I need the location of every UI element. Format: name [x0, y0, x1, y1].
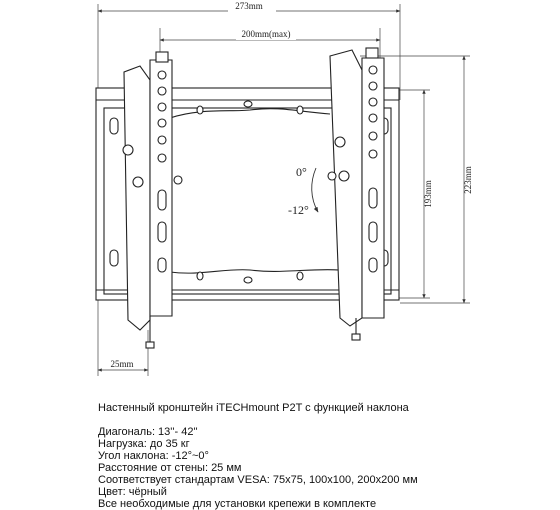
- dim-wall-distance-label: 25mm: [110, 359, 134, 369]
- dim-total-width-label: 273mm: [235, 1, 263, 11]
- dim-height-inner-label: 193mm: [423, 180, 433, 208]
- product-description: [98, 402, 548, 510]
- dim-height-total-label: 223mm: [463, 166, 473, 194]
- spec-load: Нагрузка: до 35 кг: [98, 438, 190, 450]
- tilt-angle-bottom-label: -12°: [288, 203, 309, 217]
- tilt-angle-top-label: 0°: [296, 165, 307, 179]
- dim-vesa-max-label: 200mm(max): [241, 29, 291, 39]
- product-title: Настенный кронштейн iTECHmount P2T с функцией наклона: [98, 402, 409, 414]
- spec-fasteners: Все необходимые для установки крепежи в комплекте: [98, 498, 377, 510]
- spec-vesa: Соответствует стандартам VESA: 75x75, 100x100, 200x200 мм: [98, 474, 418, 486]
- spec-wall-distance: Расстояние от стены: 25 мм: [98, 462, 242, 474]
- spec-color: Цвет: чёрный: [98, 486, 167, 498]
- spec-tilt-angle: Угол наклона: -12°~0°: [98, 450, 209, 462]
- spec-diagonal: Диагональ: 13''- 42'': [98, 426, 198, 438]
